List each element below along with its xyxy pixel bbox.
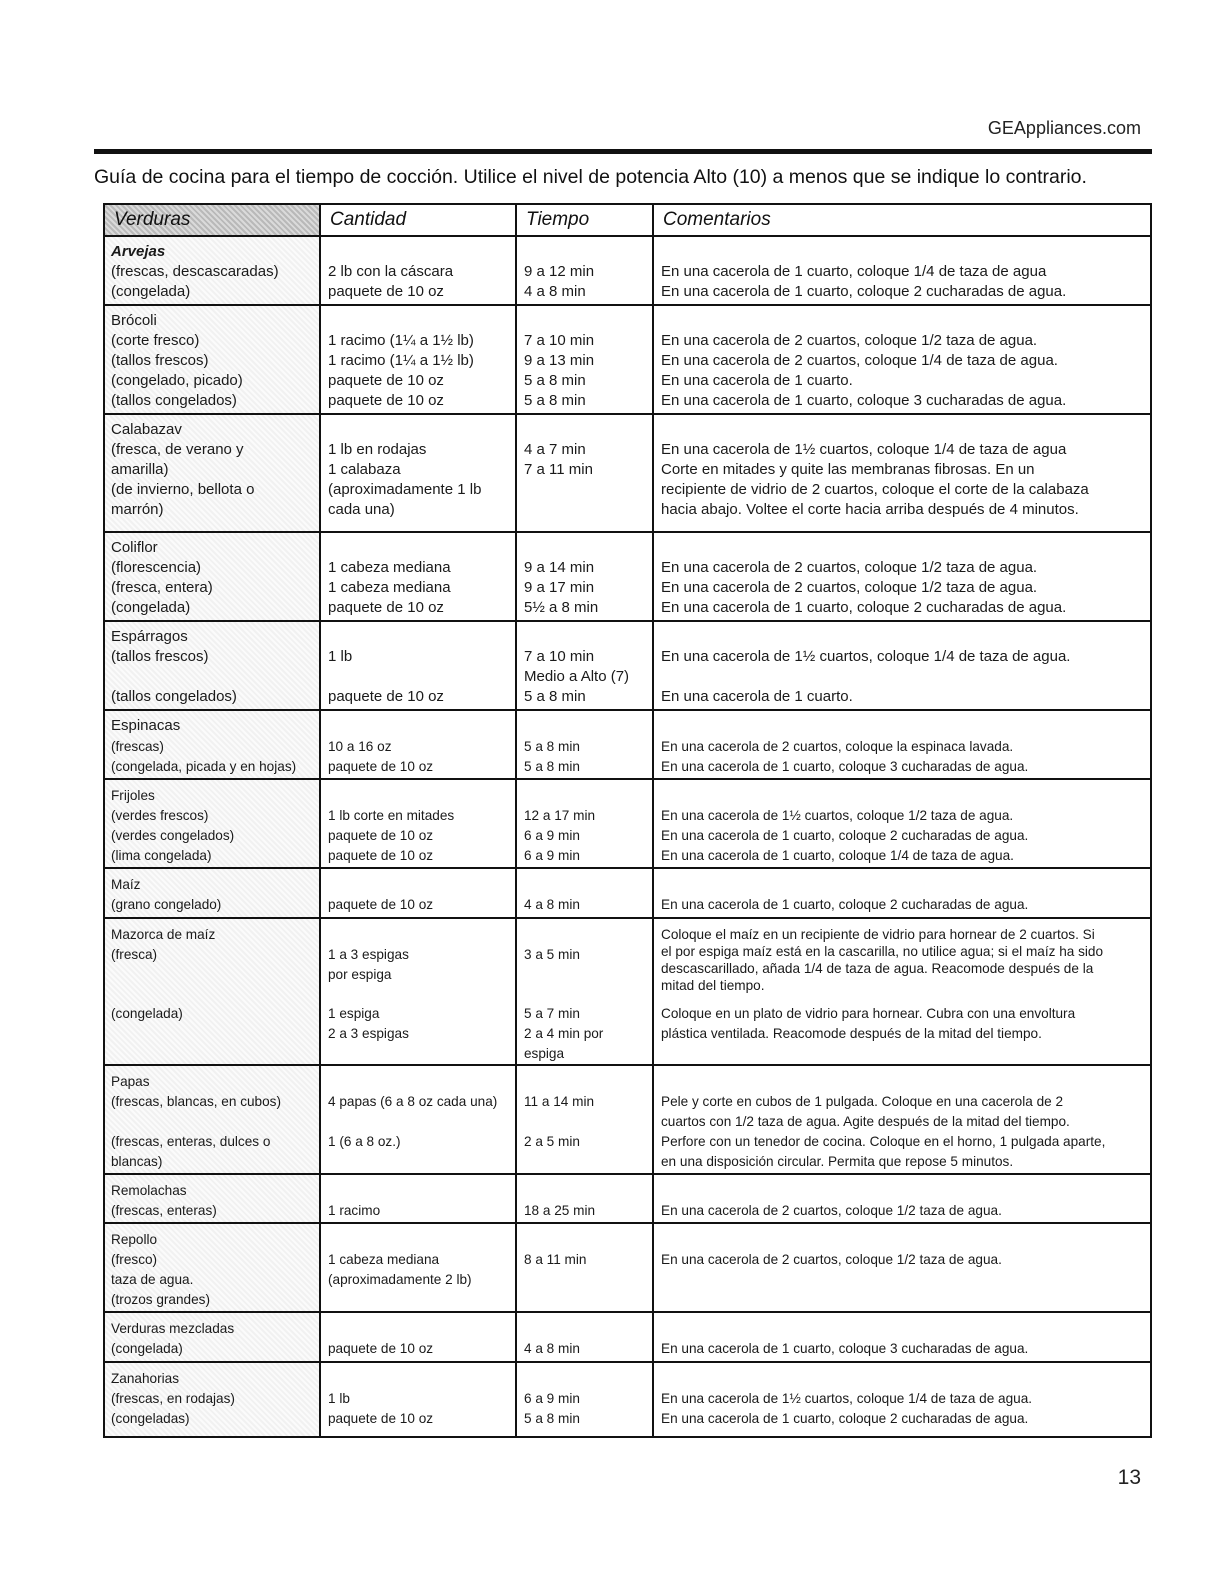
food-name: Verduras mezcladas — [111, 1321, 235, 1336]
quantity-line: 1 cabeza mediana — [328, 559, 451, 576]
time-line: 5 a 8 min — [524, 688, 586, 705]
comment-line: En una cacerola de 1 cuarto, coloque 3 cucharadas de agua. — [661, 1341, 1029, 1356]
time-line: 6 a 9 min — [524, 848, 580, 863]
time-line: 4 a 8 min — [524, 1341, 580, 1356]
table-row — [105, 1066, 1150, 1175]
quantity-line: paquete de 10 oz — [328, 848, 434, 863]
time-line: 9 a 13 min — [524, 352, 595, 369]
comment-line: En una cacerola de 2 cuartos, coloque 1/2 taza de agua. — [661, 1203, 1002, 1218]
quantity-line: por espiga — [328, 967, 392, 982]
table-row — [105, 533, 1150, 622]
food-line: (congelado, picado) — [111, 372, 243, 389]
comment-line: En una cacerola de 2 cuartos, coloque la espinaca lavada. — [661, 739, 1014, 754]
comment-line: En una cacerola de 1 cuarto, coloque 2 cucharadas de agua. — [661, 599, 1067, 616]
comment-line: En una cacerola de 1½ cuartos, coloque 1/2 taza de agua. — [661, 808, 1014, 823]
food-line: taza de agua. — [111, 1272, 194, 1287]
food-line: (lima congelada) — [111, 848, 212, 863]
food-line: (congelada, picada y en hojas) — [111, 759, 297, 774]
food-name: Arvejas — [111, 243, 166, 260]
food-line: (corte fresco) — [111, 332, 200, 349]
food-name: Maíz — [111, 877, 141, 892]
food-line: (congelada) — [111, 283, 191, 300]
food-line: (congelada) — [111, 1006, 183, 1021]
quantity-line: 1 cabeza mediana — [328, 579, 451, 596]
food-line: (congelada) — [111, 599, 191, 616]
quantity-line: 1 racimo (1¼ a 1½ lb) — [328, 352, 474, 369]
time-line: 6 a 9 min — [524, 1391, 580, 1406]
time-line: 7 a 10 min — [524, 648, 595, 665]
comment-line: En una cacerola de 1 cuarto, coloque 2 cucharadas de agua. — [661, 1411, 1029, 1426]
comment-line: En una cacerola de 2 cuartos, coloque 1/2 taza de agua. — [661, 1252, 1002, 1267]
food-line: (fresca) — [111, 947, 158, 962]
food-name: Espinacas — [111, 717, 181, 734]
time-line: 2 a 5 min — [524, 1134, 580, 1149]
quantity-line: 10 a 16 oz — [328, 739, 392, 754]
site-url: GEAppliances.com — [987, 118, 1141, 138]
food-name: Repollo — [111, 1232, 158, 1247]
quantity-line: 1 a 3 espigas — [328, 947, 409, 962]
comment-line: Pele y corte en cubos de 1 pulgada. Coloque en una cacerola de 2 — [661, 1094, 1064, 1109]
quantity-line: paquete de 10 oz — [328, 897, 434, 912]
quantity-line: paquete de 10 oz — [328, 759, 434, 774]
quantity-line: 1 espiga — [328, 1006, 380, 1021]
time-line: 18 a 25 min — [524, 1203, 596, 1218]
table-row — [105, 415, 1150, 533]
time-line: 5 a 8 min — [524, 739, 580, 754]
comment-line: el por espiga maíz está en la cascarilla, no utilice agua; si el maíz ha sido — [661, 944, 1104, 959]
comment-line: En una cacerola de 1½ cuartos, coloque 1/4 de taza de agua — [661, 441, 1067, 458]
food-name: Calabazav — [111, 421, 182, 438]
food-line: (tallos frescos) — [111, 352, 209, 369]
header-verduras: Verduras — [114, 209, 191, 230]
quantity-line: 2 a 3 espigas — [328, 1026, 409, 1041]
food-line: (frescas, enteras, dulces o — [111, 1134, 271, 1149]
comment-line: En una cacerola de 2 cuartos, coloque 1/2 taza de agua. — [661, 332, 1038, 349]
comment-line: En una cacerola de 1 cuarto. — [661, 688, 853, 705]
time-line: 9 a 12 min — [524, 263, 595, 280]
quantity-line: 1 calabaza — [328, 461, 401, 478]
time-line: 5 a 8 min — [524, 392, 586, 409]
quantity-line: 1 racimo — [328, 1203, 381, 1218]
quantity-line: paquete de 10 oz — [328, 392, 444, 409]
header-tiempo: Tiempo — [526, 209, 590, 230]
food-line: (fresca, de verano y — [111, 441, 244, 458]
food-line: (frescas, enteras) — [111, 1203, 217, 1218]
table-row — [105, 622, 1150, 711]
time-line: 4 a 7 min — [524, 441, 586, 458]
time-line: 3 a 5 min — [524, 947, 580, 962]
time-line: 7 a 10 min — [524, 332, 595, 349]
comment-line: en una disposición circular. Permita que repose 5 minutos. — [661, 1154, 1014, 1169]
food-line: (frescas) — [111, 739, 164, 754]
food-line: (florescencia) — [111, 559, 202, 576]
food-name: Papas — [111, 1074, 150, 1089]
comment-line: En una cacerola de 1½ cuartos, coloque 1/4 de taza de agua. — [661, 648, 1071, 665]
food-line: (tallos congelados) — [111, 688, 237, 705]
food-line: (frescas, en rodajas) — [111, 1391, 235, 1406]
food-name: Frijoles — [111, 788, 155, 803]
food-line: (fresco) — [111, 1252, 158, 1267]
food-name: Espárragos — [111, 628, 188, 645]
time-line: 9 a 17 min — [524, 579, 595, 596]
comment-line: En una cacerola de 1 cuarto. — [661, 372, 853, 389]
comment-line: En una cacerola de 1 cuarto, coloque 2 cucharadas de agua. — [661, 897, 1029, 912]
quantity-line: paquete de 10 oz — [328, 688, 444, 705]
comment-line: recipiente de vidrio de 2 cuartos, coloque el corte de la calabaza — [661, 481, 1089, 498]
time-line: 2 a 4 min por — [524, 1026, 604, 1041]
comment-line: plástica ventilada. Reacomode después de la mitad del tiempo. — [661, 1026, 1042, 1041]
comment-line: En una cacerola de 1 cuarto, coloque 3 cucharadas de agua. — [661, 759, 1029, 774]
food-line: (verdes frescos) — [111, 808, 209, 823]
comment-line: En una cacerola de 2 cuartos, coloque 1/2 taza de agua. — [661, 559, 1038, 576]
comment-line: descascarillado, añada 1/4 de taza de agua. Reacomode después de la — [661, 961, 1094, 976]
food-line: (frescas, blancas, en cubos) — [111, 1094, 282, 1109]
time-line: 7 a 11 min — [524, 461, 593, 478]
quantity-line: 1 lb corte en mitades — [328, 808, 455, 823]
comment-line: Perfore con un tenedor de cocina. Coloque en el horno, 1 pulgada aparte, — [661, 1134, 1106, 1149]
time-line: 5½ a 8 min — [524, 599, 599, 616]
food-line: (congelada) — [111, 1341, 183, 1356]
quantity-line: paquete de 10 oz — [328, 828, 434, 843]
comment-line: mitad del tiempo. — [661, 978, 765, 993]
comment-line: En una cacerola de 1 cuarto, coloque 1/4 de taza de agua. — [661, 848, 1014, 863]
quantity-line: 1 (6 a 8 oz.) — [328, 1134, 401, 1149]
food-name: Remolachas — [111, 1183, 187, 1198]
food-line: blancas) — [111, 1154, 163, 1169]
table-header-row — [105, 205, 1150, 237]
food-line: (verdes congelados) — [111, 828, 235, 843]
food-name: Zanahorias — [111, 1371, 180, 1386]
table-row — [105, 1363, 1150, 1436]
food-line: (de invierno, bellota o — [111, 481, 255, 498]
quantity-line: 1 racimo (1¼ a 1½ lb) — [328, 332, 474, 349]
table-row — [105, 1175, 1150, 1224]
food-name: Brócoli — [111, 312, 157, 329]
comment-line: En una cacerola de 1 cuarto, coloque 2 cucharadas de agua. — [661, 283, 1067, 300]
time-line: 4 a 8 min — [524, 283, 586, 300]
time-line: espiga — [524, 1046, 565, 1061]
food-line: amarilla) — [111, 461, 169, 478]
comment-line: En una cacerola de 1½ cuartos, coloque 1/4 de taza de agua. — [661, 1391, 1033, 1406]
comment-line: Coloque en un plato de vidrio para hornear. Cubra con una envoltura — [661, 1006, 1076, 1021]
quantity-line: paquete de 10 oz — [328, 599, 444, 616]
comment-line: En una cacerola de 2 cuartos, coloque 1/2 taza de agua. — [661, 579, 1038, 596]
food-line: (trozos grandes) — [111, 1292, 210, 1307]
comment-line: Coloque el maíz en un recipiente de vidrio para hornear de 2 cuartos. Si — [661, 927, 1095, 942]
time-line: 5 a 8 min — [524, 372, 586, 389]
quantity-line: 1 cabeza mediana — [328, 1252, 440, 1267]
time-line: 11 a 14 min — [524, 1094, 595, 1109]
food-line: (grano congelado) — [111, 897, 222, 912]
food-name: Mazorca de maíz — [111, 927, 216, 942]
table-row — [105, 711, 1150, 780]
quantity-line: paquete de 10 oz — [328, 283, 444, 300]
time-line: 9 a 14 min — [524, 559, 595, 576]
time-line: 4 a 8 min — [524, 897, 580, 912]
food-line: (congeladas) — [111, 1411, 190, 1426]
table-row — [105, 1224, 1150, 1313]
comment-line: En una cacerola de 1 cuarto, coloque 3 cucharadas de agua. — [661, 392, 1067, 409]
table-row — [105, 306, 1150, 415]
food-line: (frescas, descascaradas) — [111, 263, 279, 280]
quantity-line: paquete de 10 oz — [328, 372, 444, 389]
quantity-line: (aproximadamente 2 lb) — [328, 1272, 472, 1287]
time-line: 8 a 11 min — [524, 1252, 587, 1267]
quantity-line: 1 lb — [328, 648, 353, 665]
page-number: 13 — [1117, 1466, 1141, 1489]
food-line: marrón) — [111, 501, 164, 518]
quantity-line: 2 lb con la cáscara — [328, 263, 454, 280]
food-name: Coliflor — [111, 539, 158, 556]
table-row — [105, 869, 1150, 919]
comment-line: cuartos con 1/2 taza de agua. Agite después de la mitad del tiempo. — [661, 1114, 1070, 1129]
comment-line: hacia abajo. Voltee el corte hacia arriba después de 4 minutos. — [661, 501, 1079, 518]
time-line: 5 a 8 min — [524, 759, 580, 774]
table-row — [105, 780, 1150, 869]
comment-line: Corte en mitades y quite las membranas fibrosas. En un — [661, 461, 1035, 478]
table-row — [105, 237, 1150, 306]
header-rule — [94, 149, 1152, 154]
time-line: 6 a 9 min — [524, 828, 580, 843]
time-line: 5 a 8 min — [524, 1411, 580, 1426]
table-row — [105, 1313, 1150, 1363]
time-line: Medio a Alto (7) — [524, 668, 630, 685]
cooking-guide-table — [103, 203, 1152, 1438]
comment-line: En una cacerola de 2 cuartos, coloque 1/4 de taza de agua. — [661, 352, 1058, 369]
quantity-line: 1 lb en rodajas — [328, 441, 427, 458]
comment-line: En una cacerola de 1 cuarto, coloque 2 cucharadas de agua. — [661, 828, 1029, 843]
table-row — [105, 919, 1150, 1066]
food-line: (tallos frescos) — [111, 648, 209, 665]
time-line: 5 a 7 min — [524, 1006, 580, 1021]
intro-text: Guía de cocina para el tiempo de cocción. Utilice el nivel de potencia Alto (10) a menos que se indique lo contrario. — [94, 166, 1087, 188]
quantity-line: 1 lb — [328, 1391, 350, 1406]
quantity-line: cada una) — [328, 501, 395, 518]
header-cantidad: Cantidad — [330, 209, 407, 230]
comment-line: En una cacerola de 1 cuarto, coloque 1/4 de taza de agua — [661, 263, 1047, 280]
quantity-line: (aproximadamente 1 lb — [328, 481, 482, 498]
food-line: (fresca, entera) — [111, 579, 213, 596]
food-line: (tallos congelados) — [111, 392, 237, 409]
quantity-line: paquete de 10 oz — [328, 1411, 434, 1426]
header-comentarios: Comentarios — [663, 209, 771, 230]
quantity-line: paquete de 10 oz — [328, 1341, 434, 1356]
quantity-line: 4 papas (6 a 8 oz cada una) — [328, 1094, 498, 1109]
time-line: 12 a 17 min — [524, 808, 596, 823]
